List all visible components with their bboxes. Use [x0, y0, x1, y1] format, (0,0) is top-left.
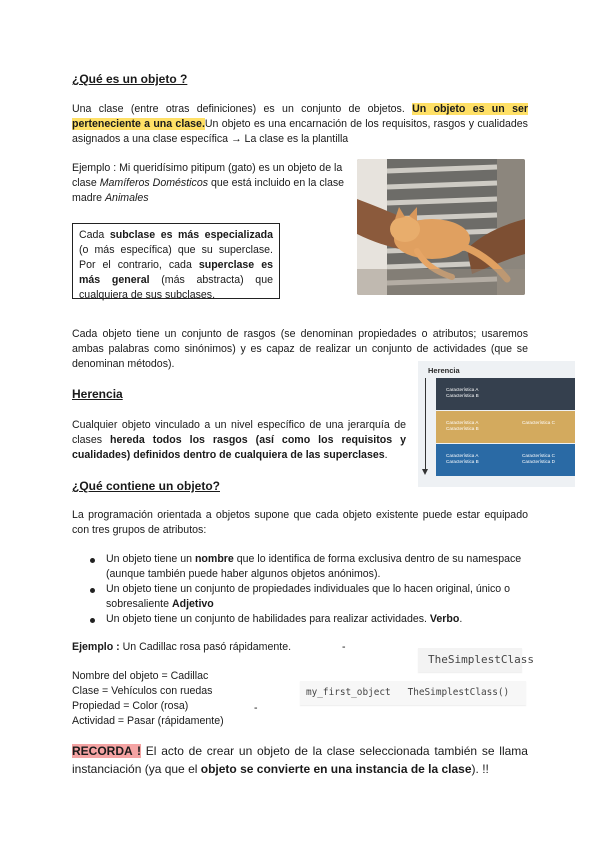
class-name-mamiferos: Mamíferos Domésticos	[99, 177, 209, 189]
attributes-intro: La programación orientada a objetos supone que cada objeto existente puede estar equipado con tres grupos de atributos:	[72, 509, 528, 536]
traits-paragraph: Cada objeto tiene un conjunto de rasgos (se denominan propiedades o atributos; usaremos ambas palabras como sinónimos) y es capaz de realizar un conjunto de actividades (que se denominan métodos).	[72, 328, 528, 370]
subclass-note-box: Cada subclase es más especializada (o más específica) que su superclase. Por el contrario, cada superclase es más general (más abstracta) que cualquiera de sus subclases.	[72, 223, 280, 299]
bullet-icon	[90, 558, 95, 563]
section-heading-que-es-objeto: ¿Qué es un objeto ?	[72, 72, 188, 86]
list-item: Un objeto tiene un conjunto de habilidades para realizar actividades. Verbo.	[72, 612, 528, 627]
herencia-diagram	[418, 361, 575, 487]
herencia-paragraph: Cualquier objeto vinculado a un nivel específico de una jerarquía de clases hereda todos los rasgos (así como los requisitos y cualidades) definidos dentro de cualquiera de las superclases.	[72, 419, 407, 461]
object-property-line: Propiedad = Color (rosa)	[72, 700, 189, 712]
example-dash: -	[342, 641, 346, 653]
object-class-line: Clase = Vehículos con ruedas	[72, 685, 213, 697]
section-heading-herencia: Herencia	[72, 387, 123, 401]
intro-text-a: Una clase (entre otras definiciones) es un conjunto de objetos.	[72, 103, 405, 115]
attribute-list	[72, 552, 528, 627]
hierarchy-arrow-line	[425, 378, 426, 472]
bullet-icon	[90, 588, 95, 593]
highlighted-definition: Un objeto es un ser perteneciente a una clase.	[72, 103, 528, 130]
object-name-line: Nombre del objeto = Cadillac	[72, 670, 209, 682]
list-item: Un objeto tiene un conjunto de propiedades individuales que lo hacen original, único o sobresaliente Adjetivo	[72, 582, 528, 612]
intro-text-b: Un objeto es una encarnación de los requisitos, rasgos y cualidades asignados a una clase específica → La clase es la plantilla	[72, 118, 528, 145]
class-definition-paragraph	[72, 102, 528, 147]
herencia-level-2: Característica A Característica B Característica C	[436, 411, 575, 443]
cadillac-attributes	[72, 669, 224, 729]
instance-code: my_first_object TheSimplestClass()	[300, 681, 526, 705]
cat-photo	[357, 159, 525, 295]
cadillac-example-line	[72, 640, 372, 655]
herencia-level-1: Característica A Característica B	[436, 378, 575, 410]
object-activity-line: Actividad = Pasar (rápidamente)	[72, 715, 224, 727]
recorda-paragraph: RECORDA ! El acto de crear un objeto de la clase seleccionada también se llama instanciación (ya que el objeto se convierte en una instancia de la clase). !!	[72, 744, 528, 776]
attributes-dash: -	[254, 702, 258, 714]
herencia-diagram-title: Herencia	[428, 366, 460, 375]
section-heading-que-contiene: ¿Qué contiene un objeto?	[72, 479, 220, 493]
recorda-label: RECORDA !	[72, 744, 141, 758]
class-definition-code: TheSimplestClass	[418, 648, 522, 672]
herencia-level-3: Característica A Característica B Característica C Característica D	[436, 444, 575, 476]
bullet-icon	[90, 618, 95, 623]
cat-example-paragraph: Ejemplo : Mi queridísimo pitipum (gato) es un objeto de la clase Mamíferos Domésticos que está incluido en la clase madre Animales	[72, 162, 345, 204]
list-item: Un objeto tiene un nombre que lo identifica de forma exclusiva dentro de su namespace (aunque también puede haber algunos objetos anónimos).	[72, 552, 528, 582]
example-label: Ejemplo :	[72, 641, 120, 653]
parent-class-animales: Animales	[104, 192, 149, 204]
hierarchy-arrow-icon	[422, 469, 428, 475]
cat-photo-illustration	[357, 159, 525, 295]
example-sentence: Un Cadillac rosa pasó rápidamente.	[122, 641, 292, 653]
